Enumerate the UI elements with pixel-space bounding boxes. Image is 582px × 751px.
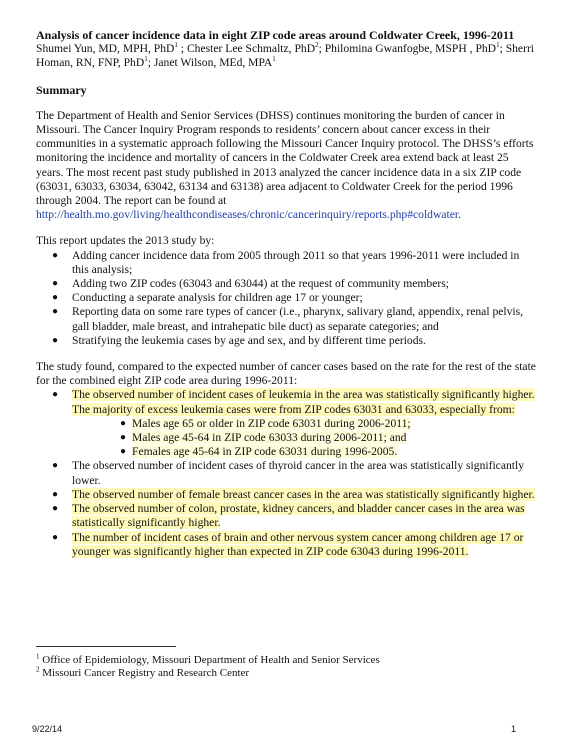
bullet-icon: ● — [52, 278, 59, 290]
finding-brain — [36, 531, 536, 559]
list-item — [36, 334, 536, 348]
list-item — [72, 445, 536, 459]
author-separator: ; — [499, 42, 506, 56]
bullet-icon: ● — [52, 389, 59, 401]
footnote-divider — [36, 646, 176, 647]
footnote-text: Office of Epidemiology, Missouri Department of Health and Senior Services — [39, 654, 380, 666]
bullet-icon: ● — [52, 334, 59, 346]
bullet-icon: ● — [120, 417, 127, 429]
list-item-text: Conducting a separate analysis for children age 17 or younger; — [72, 291, 363, 305]
bullet-icon: ● — [52, 531, 59, 543]
summary-text: The Department of Health and Senior Services (DHSS) continues monitoring the burden of cancer in Missouri. The Cancer Inquiry Program responds to residents’ concern about cancer excess in their communities in a systematic approach following the Missouri Cancer Inquiry protocol. The DHSS’s efforts monitoring the incidence and mortality of cancers in the Coldwater Creek area extend back at least 25 years. The most recent past study published in 2013 analyzed the cancer incidence data in a six ZIP code (63031, 63033, 63034, 63042, 63134 and 63138) area adjacent to Coldwater Creek for the period 1996 through 2004. The report can be found at — [36, 108, 534, 208]
bullet-icon: ● — [120, 446, 127, 458]
document-title: Analysis of cancer incidence data in eight ZIP code areas around Coldwater Creek, 1996-2011 — [36, 28, 515, 42]
list-item — [72, 417, 536, 431]
author-name: Janet Wilson, MEd, MPA — [153, 56, 273, 70]
author-affiliation-mark: 1 — [144, 55, 148, 64]
author-name: Shumei Yun, MD, MPH, PhD — [36, 42, 175, 56]
finding-text: The observed number of colon, prostate, kidney cancers, and bladder cancer cases in the area was statistically significantly higher. — [72, 502, 525, 530]
author-list — [36, 42, 536, 70]
author-separator: ; — [318, 42, 325, 56]
bullet-icon: ● — [52, 306, 59, 318]
finding-breast — [36, 488, 536, 502]
list-item — [36, 277, 536, 291]
footnotes — [36, 654, 536, 680]
finding-text: The observed number of incident cases of leukemia in the area was statistically significantly higher. The majority of excess leukemia cases were from ZIP codes 63031 and 63033, especially from: — [72, 388, 535, 416]
findings-intro — [36, 360, 536, 388]
author-name: Philomina Gwanfogbe, MSPH , PhD — [324, 42, 497, 56]
bullet-icon: ● — [52, 249, 59, 261]
findings-intro-text: The study found, compared to the expected number of cancer cases based on the rate for the rest of the state for the combined eight ZIP code area during 1996-2011: — [36, 360, 536, 388]
bullet-icon: ● — [120, 432, 127, 444]
footer-date: 9/22/14 — [32, 724, 63, 734]
list-item-text: Adding cancer incidence data from 2005 through 2011 so that years 1996-2011 were included in this analysis; — [72, 248, 520, 276]
list-item — [36, 305, 536, 333]
list-item-text: Males age 65 or older in ZIP code 63031 during 2006-2011; — [132, 416, 411, 430]
updates-list — [36, 249, 536, 348]
page-number: 1 — [511, 724, 517, 734]
finding-text: The number of incident cases of brain and other nervous system cancer among children age 17 or younger was significantly higher than expected in ZIP code 63043 during 1996-2011. — [72, 530, 524, 558]
updates-intro: This report updates the 2013 study by: — [36, 234, 215, 248]
author-name: Sherri Homan, RN, FNP, PhD — [36, 42, 535, 70]
list-item-text: Stratifying the leukemia cases by age and sex, and by different time periods. — [72, 333, 426, 347]
list-item-text: Reporting data on some rare types of cancer (i.e., pharynx, salivary gland, appendix, renal pelvis, gall bladder, male breast, and intrahepatic bile duct) as separate categories; and — [72, 305, 524, 333]
finding-text: The observed number of incident cases of thyroid cancer in the area was statistically significantly lower. — [72, 459, 524, 487]
finding-thyroid — [36, 459, 536, 487]
finding-leukemia — [36, 388, 536, 459]
author-separator: ; — [177, 42, 187, 56]
list-item-text: Females age 45-64 in ZIP code 63031 during 1996-2005. — [132, 445, 398, 459]
finding-colon — [36, 502, 536, 530]
report-link[interactable]: http://health.mo.gov/living/healthcondiseases/chronic/cancerinquiry/reports.php#coldwater — [36, 208, 459, 222]
footnote — [36, 667, 536, 680]
list-item — [72, 431, 536, 445]
page-content — [36, 28, 536, 571]
bullet-icon: ● — [52, 460, 59, 472]
list-item-text: Males age 45-64 in ZIP code 63033 during 2006-2011; and — [132, 431, 407, 445]
author-affiliation-mark: 2 — [315, 41, 319, 50]
footnote — [36, 654, 536, 667]
bullet-icon: ● — [52, 292, 59, 304]
author-affiliation-mark: 1 — [174, 41, 178, 50]
summary-heading: Summary — [36, 82, 87, 97]
author-affiliation-mark: 1 — [272, 55, 276, 64]
leukemia-sub-list — [72, 417, 536, 460]
footnote-text: Missouri Cancer Registry and Research Center — [39, 667, 250, 679]
summary-end: . — [458, 208, 461, 222]
list-item — [36, 291, 536, 305]
finding-text: The observed number of female breast cancer cases in the area was statistically significantly higher. — [72, 487, 535, 501]
author-affiliation-mark: 1 — [496, 41, 500, 50]
footnote-mark: 2 — [36, 665, 40, 674]
bullet-icon: ● — [52, 488, 59, 500]
author-name: Chester Lee Schmaltz, PhD — [186, 42, 316, 56]
bullet-icon: ● — [52, 503, 59, 515]
list-item — [36, 249, 536, 277]
footnote-mark: 1 — [36, 652, 40, 661]
author-separator: ; — [147, 56, 154, 70]
summary-paragraph — [36, 109, 536, 223]
list-item-text: Adding two ZIP codes (63043 and 63044) at the request of community members; — [72, 277, 449, 291]
findings-list — [36, 388, 536, 558]
